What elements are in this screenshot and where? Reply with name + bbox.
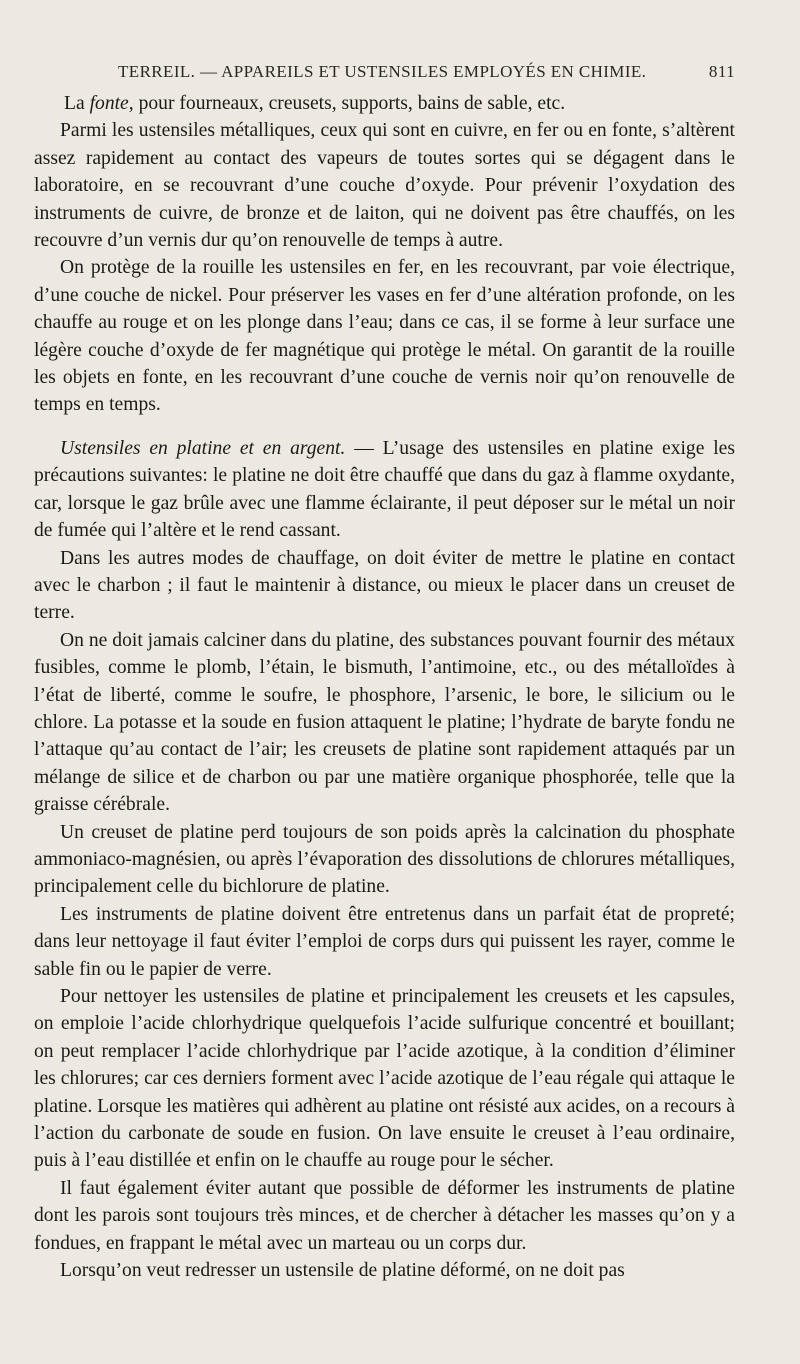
paragraph: Un creuset de platine perd toujours de son poids après la calcination du phosphate ammoniaco-magnésien, ou après l’évaporation des dissolutions de chlorures métalliques, principalement celle du bichlorure de platine. [34, 821, 735, 898]
paragraph: La fonte, pour fourneaux, creusets, supports, bains de sable, etc. [64, 93, 566, 114]
paragraph: Dans les autres modes de chauffage, on doit éviter de mettre le platine en contact avec le charbon ; il faut le maintenir à distance, ou mieux le placer dans un creuset de terre. [34, 547, 735, 624]
paragraph: On ne doit jamais calciner dans du platine, des substances pouvant fournir des métaux fusibles, comme le plomb, l’étain, le bismuth, l’antimoine, etc., ou des métalloïdes à l’état de liberté, comme le soufre, le phosphore, l’arsenic, le bore, le silicium ou le chlore. La potasse et la soude en fusion attaquent le platine; l’hydrate de baryte fondu ne l’attaque qu’au contact de l’air; les creusets de platine sont rapidement attaqués par un mélange de silice et de charbon ou par une matière organique phosphorée, telle que la graisse cérébrale. [34, 629, 735, 816]
paragraph: On protège de la rouille les ustensiles en fer, en les recouvrant, par voie électrique, d’une couche de nickel. Pour préserver les vases en fer d’une altération profonde, on les chauffe au rouge et on les plonge dans l’eau; dans ce cas, il se forme à leur surface une légère couche d’oxyde de fer magnétique qui protège le métal. On garantit de la rouille les objets en fonte, en les recouvrant d’une couche de vernis noir qu’on renouvelle de temps en temps. [34, 257, 735, 416]
section-heading: Ustensiles en platine et en argent. [60, 437, 346, 459]
paragraph: Il faut également éviter autant que possible de déformer les instruments de platine dont les parois sont toujours très minces, et de chercher à détacher les masses qu’on y a fondues, en frappant le métal avec un marteau ou un corps dur. [34, 1177, 735, 1254]
paragraph: Pour nettoyer les ustensiles de platine et principalement les creusets et les capsules, on emploie l’acide chlorhydrique quelquefois l’acide sulfurique concentré et bouillant; on peut remplacer l’acide chlorhydrique par l’acide azotique, à la condition d’éliminer les chlorures; car ces derniers forment avec l’acide azotique de l’eau régale qui attaque le platine. Lorsque les matières qui adhèrent au platine ont résisté aux acides, on a recours à l’action du carbonate de soude en fusion. On lave ensuite le creuset à l’eau ordinaire, puis à l’eau distillée et enfin on le chauffe au rouge pour le sécher. [34, 986, 735, 1172]
running-header [34, 58, 735, 82]
running-header-title: TERREIL. — APPAREILS ET USTENSILES EMPLOYÉS EN CHIMIE. [118, 62, 647, 81]
paragraph: Les instruments de platine doivent être entretenus dans un parfait état de propreté; dans leur nettoyage il faut éviter l’emploi de corps durs qui puissent les rayer, comme le sable fin ou le papier de verre. [34, 903, 735, 980]
section-paragraph-text: — L’usage des ustensiles en platine exige les précautions suivantes: le platine ne doit être chauffé que dans du gaz à flamme oxydante, car, lorsque le gaz brûle avec une flamme éclairante, il peut déposer sur le métal un noir de fumée qui l’altère et le rend cassant. [34, 437, 735, 542]
section-paragraph [34, 435, 735, 545]
paragraph: Lorsqu’on veut redresser un ustensile de platine déformé, on ne doit pas [60, 1260, 625, 1282]
paragraph: Parmi les ustensiles métalliques, ceux qui sont en cuivre, en fer ou en fonte, s’altèrent assez rapidement au contact des vapeurs de toutes sortes qui se dégagent dans le laboratoire, en se recouvrant d’une couche d’oxyde. Pour prévenir l’oxydation des instruments de cuivre, de bronze et de laiton, qui ne doivent pas être chauffés, on les recouvre d’un vernis dur qu’on renouvelle de temps à autre. [34, 120, 735, 252]
body-text [34, 90, 735, 1284]
page-number: 811 [708, 62, 735, 81]
italic-term: fonte [89, 93, 129, 114]
